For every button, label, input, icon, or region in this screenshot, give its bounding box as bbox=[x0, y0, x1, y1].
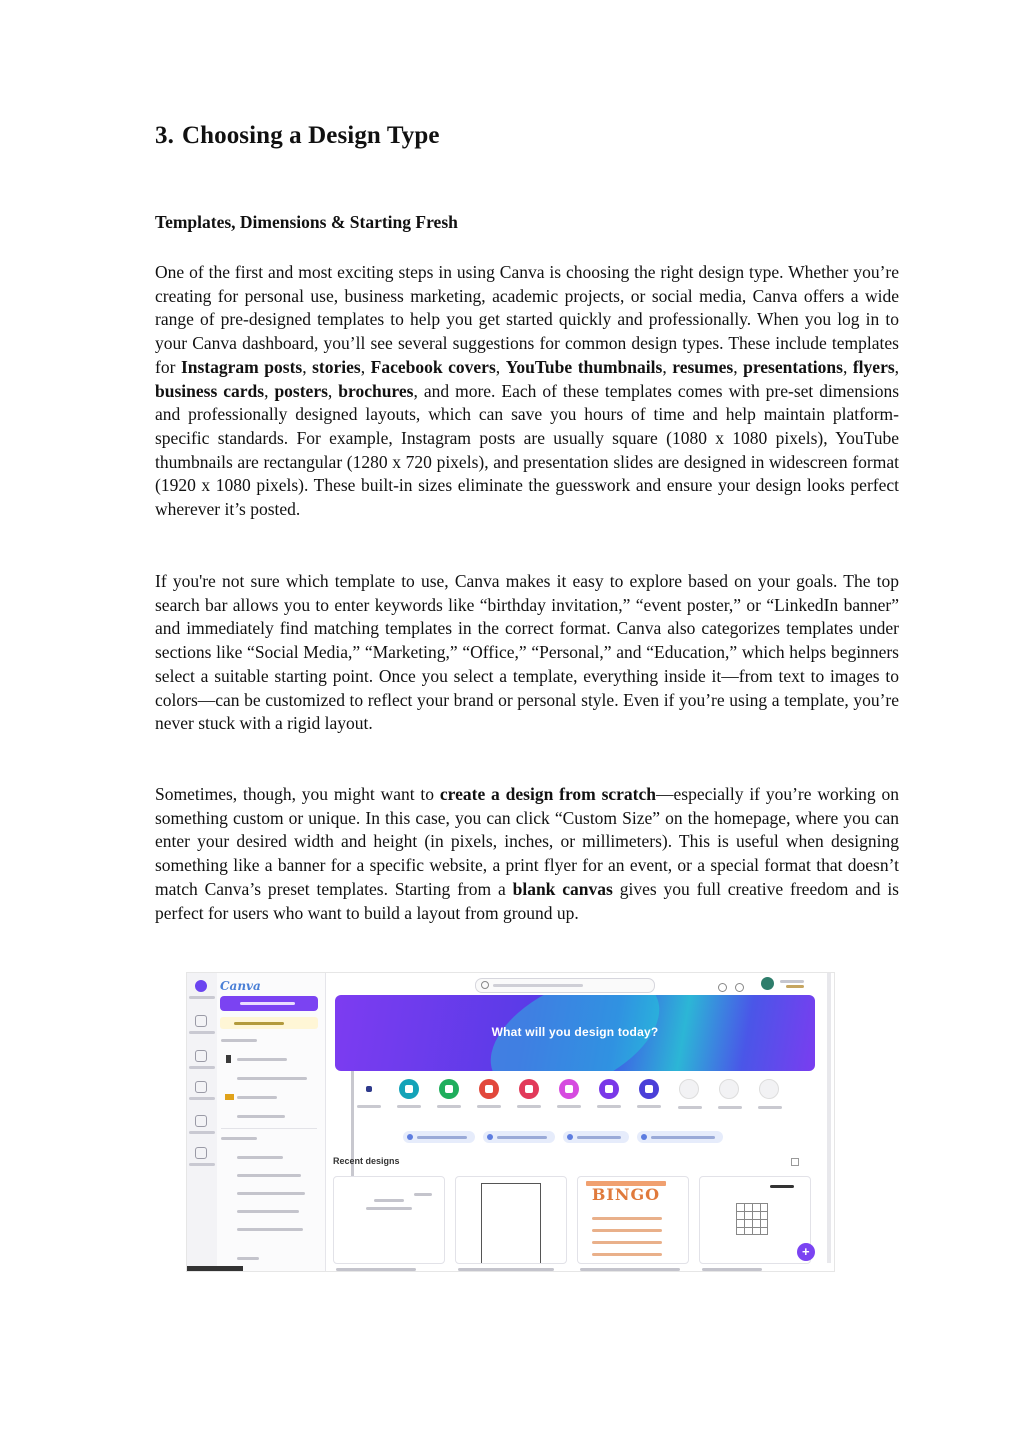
thumb-line bbox=[374, 1199, 404, 1202]
p3-bold-blank-canvas: blank canvas bbox=[512, 878, 613, 899]
main-area bbox=[325, 973, 834, 1271]
chip-label bbox=[417, 1136, 467, 1139]
glyph bbox=[645, 1085, 653, 1093]
p1-sep: , bbox=[327, 380, 339, 401]
doc-icon bbox=[226, 1055, 231, 1063]
bingo-row bbox=[592, 1241, 662, 1244]
chip-label bbox=[651, 1136, 715, 1139]
flag-icon bbox=[225, 1094, 234, 1100]
design-card bbox=[455, 1176, 567, 1264]
paragraph-1 bbox=[155, 261, 899, 522]
divider bbox=[221, 1128, 317, 1129]
glyph bbox=[405, 1085, 413, 1093]
bingo-row bbox=[592, 1217, 662, 1220]
canva-logo: Canva bbox=[220, 979, 261, 993]
chip-label bbox=[577, 1136, 621, 1139]
sidebar-item bbox=[237, 1228, 303, 1231]
settings-icon bbox=[718, 983, 727, 992]
card-caption bbox=[580, 1268, 680, 1271]
apps-icon bbox=[195, 1115, 207, 1127]
p3-text-m: —especially if you’re working on something custom or unique. In this case, you can click “Custom Size” on the homepage, where you can enter your desired width and height (in pixels, inches, or millimeters). This is useful when designing something like a banner for a specific website, a print flyer for an event, or a special format that doesn’t match Canva’s preset templates. Starting from a bbox=[155, 784, 900, 899]
category-label bbox=[437, 1105, 461, 1108]
p1-bold-business-cards: business cards bbox=[155, 380, 265, 401]
sidebar-item bbox=[237, 1096, 277, 1099]
p1-sep: , bbox=[302, 356, 313, 377]
glyph bbox=[605, 1085, 613, 1093]
p1-sep: , bbox=[495, 356, 506, 377]
grid-thumbnail bbox=[736, 1203, 768, 1235]
account-line bbox=[786, 985, 804, 988]
p1-bold-stories: stories bbox=[312, 356, 361, 377]
create-design-button bbox=[220, 996, 318, 1011]
p1-bold-posters: posters bbox=[274, 380, 328, 401]
bingo-title: BINGO bbox=[591, 1185, 661, 1204]
paragraph-3 bbox=[155, 783, 899, 925]
chip-icon bbox=[487, 1134, 493, 1140]
chip-icon bbox=[641, 1134, 647, 1140]
videos-icon bbox=[559, 1079, 579, 1099]
canva-dashboard-screenshot bbox=[186, 972, 835, 1272]
sidebar-item bbox=[237, 1058, 287, 1061]
category-label bbox=[758, 1106, 782, 1109]
p3-text-z: gives you full creative freedom and is perfect for users who want to build a layout from ground up. bbox=[155, 878, 899, 923]
category-label bbox=[477, 1105, 501, 1108]
sidebar-item bbox=[237, 1115, 285, 1118]
whiteboards-icon bbox=[439, 1079, 459, 1099]
chip-icon bbox=[567, 1134, 573, 1140]
sidebar-item bbox=[237, 1257, 259, 1260]
p1-sep: , bbox=[264, 380, 275, 401]
chip bbox=[637, 1131, 723, 1143]
grid-view-icon bbox=[791, 1158, 799, 1166]
frame-thumbnail bbox=[481, 1183, 541, 1263]
brand-icon bbox=[195, 1081, 207, 1093]
category-label bbox=[597, 1105, 621, 1108]
p1-sep: , bbox=[662, 356, 673, 377]
heading-text: Choosing a Design Type bbox=[181, 122, 440, 149]
design-card bbox=[333, 1176, 445, 1264]
paragraph-2: If you're not sure which template to use, Canva makes it easy to explore based on your goals. The top search bar allows you to enter keywords like “birthday invitation,” “event poster,” or “LinkedIn banner” and immediately find matching templates in the correct format. Canva also categorizes templates under sections like “Social Media,” “Marketing,” “Office,” “Personal,” and “Education,” which helps beginners select a suitable starting point. Once you select a template, everything inside it—from text to images to colors—can be customized to reflect your brand or personal style. Even if you’re using a template, you’re never stuck with a rigid layout. bbox=[155, 571, 899, 734]
chip bbox=[563, 1131, 629, 1143]
p3-text-a: Sometimes, though, you might want to bbox=[155, 784, 440, 804]
print-icon bbox=[599, 1079, 619, 1099]
p3-bold-scratch: create a design from scratch bbox=[439, 784, 657, 804]
hero-title: What will you design today? bbox=[491, 1025, 659, 1039]
p1-sep: , bbox=[733, 356, 744, 377]
projects-icon bbox=[195, 1015, 207, 1027]
category-label bbox=[517, 1105, 541, 1108]
icon-rail bbox=[187, 973, 217, 1271]
p1-text-z: , and more. Each of these templates comes with pre-set dimensions and professionally designed layouts, which can save you hours of time and help maintain platform-specific standards. For example, Instagram posts are usually square (1080 x 1080 pixels), YouTube thumbnails are rectangular (1280 x 720 pixels), and presentation slides are designed in widescreen format (1920 x 1080 pixels). These built-in sizes eliminate the guesswork and ensure your design looks perfect wherever it’s posted. bbox=[155, 380, 899, 520]
home-icon bbox=[195, 980, 207, 992]
p1-bold-instagram: Instagram posts bbox=[180, 356, 303, 377]
subheading: Templates, Dimensions & Starting Fresh bbox=[155, 212, 458, 232]
p1-sep: , bbox=[842, 356, 853, 377]
design-type-row bbox=[343, 1079, 813, 1113]
recent-designs-title: Recent designs bbox=[333, 1156, 400, 1166]
templates-icon bbox=[195, 1050, 207, 1062]
bingo-row bbox=[592, 1229, 662, 1232]
upload-icon bbox=[719, 1079, 739, 1099]
rail-label bbox=[189, 1031, 215, 1034]
custom-size-icon bbox=[679, 1079, 699, 1099]
glyph bbox=[525, 1085, 533, 1093]
glyph bbox=[485, 1085, 493, 1093]
sidebar-item bbox=[237, 1077, 307, 1080]
rail-label bbox=[189, 1097, 215, 1100]
design-card bbox=[699, 1176, 811, 1264]
rail-label bbox=[189, 1163, 215, 1166]
thumb-line bbox=[414, 1193, 432, 1196]
button-label-placeholder bbox=[240, 1002, 295, 1005]
category-label bbox=[357, 1105, 381, 1108]
status-bar bbox=[187, 1266, 243, 1271]
category-label bbox=[678, 1106, 702, 1109]
sidebar-section-label bbox=[221, 1137, 257, 1140]
sidebar-item bbox=[237, 1174, 301, 1177]
presentations-icon bbox=[479, 1079, 499, 1099]
sidebar bbox=[217, 973, 326, 1271]
p1-sep: , bbox=[360, 356, 371, 377]
p1-bold-presentations: presentations bbox=[743, 356, 843, 377]
category-label bbox=[397, 1105, 421, 1108]
design-card bbox=[577, 1176, 689, 1264]
chip bbox=[483, 1131, 555, 1143]
p1-sep: , bbox=[894, 356, 900, 377]
dream-lab-icon bbox=[195, 1147, 207, 1159]
p1-bold-flyers: flyers bbox=[852, 356, 895, 377]
trial-text-placeholder bbox=[234, 1022, 284, 1025]
social-media-icon bbox=[519, 1079, 539, 1099]
heading-number: 3. bbox=[155, 122, 174, 149]
sidebar-item bbox=[237, 1192, 305, 1195]
category-label bbox=[718, 1106, 742, 1109]
glyph bbox=[445, 1085, 453, 1093]
rail-label bbox=[189, 996, 215, 999]
glyph bbox=[565, 1085, 573, 1093]
chip-icon bbox=[407, 1134, 413, 1140]
sidebar-item bbox=[237, 1210, 299, 1213]
grid-glyph bbox=[366, 1086, 372, 1092]
search-bar bbox=[475, 978, 655, 993]
p1-bold-brochures: brochures bbox=[338, 380, 414, 401]
sidebar-item bbox=[237, 1156, 283, 1159]
category-label bbox=[637, 1105, 661, 1108]
category-label bbox=[557, 1105, 581, 1108]
chip bbox=[403, 1131, 475, 1143]
thumb-line bbox=[366, 1207, 412, 1210]
chip-label bbox=[497, 1136, 547, 1139]
p1-bold-youtube: YouTube thumbnails bbox=[505, 356, 663, 377]
avatar bbox=[761, 977, 774, 990]
rail-label bbox=[189, 1066, 215, 1069]
account-line bbox=[780, 980, 804, 983]
suggestion-chips bbox=[403, 1131, 763, 1143]
hero-banner bbox=[335, 995, 815, 1071]
websites-icon bbox=[639, 1079, 659, 1099]
p1-text-a: One of the first and most exciting steps in using Canva is choosing the right design type. Whether you’re creating for personal use, business marketing, academic projects, or social media, Canva offers a wide range of pre-designed templates to help you get started quickly and professionally. When you log in to your Canva dashboard, you’ll see several suggestions for common design types. These include templates for bbox=[155, 262, 899, 377]
sidebar-section-label bbox=[221, 1039, 257, 1042]
bell-icon bbox=[735, 983, 744, 992]
search-placeholder-line bbox=[493, 984, 583, 987]
section-heading bbox=[155, 122, 440, 150]
search-icon bbox=[481, 981, 489, 989]
card-caption bbox=[336, 1268, 416, 1271]
for-you-icon bbox=[359, 1079, 379, 1099]
thumb-tag bbox=[770, 1185, 794, 1188]
trial-banner bbox=[220, 1017, 318, 1029]
p1-bold-resumes: resumes bbox=[672, 356, 734, 377]
docs-icon bbox=[399, 1079, 419, 1099]
more-icon bbox=[759, 1079, 779, 1099]
rail-label bbox=[189, 1131, 215, 1134]
help-fab-icon bbox=[797, 1243, 815, 1261]
card-caption bbox=[702, 1268, 762, 1271]
p1-bold-facebook: Facebook covers bbox=[370, 356, 496, 377]
card-caption bbox=[458, 1268, 554, 1271]
bingo-row bbox=[592, 1253, 662, 1256]
main-scrollbar bbox=[827, 973, 831, 1263]
